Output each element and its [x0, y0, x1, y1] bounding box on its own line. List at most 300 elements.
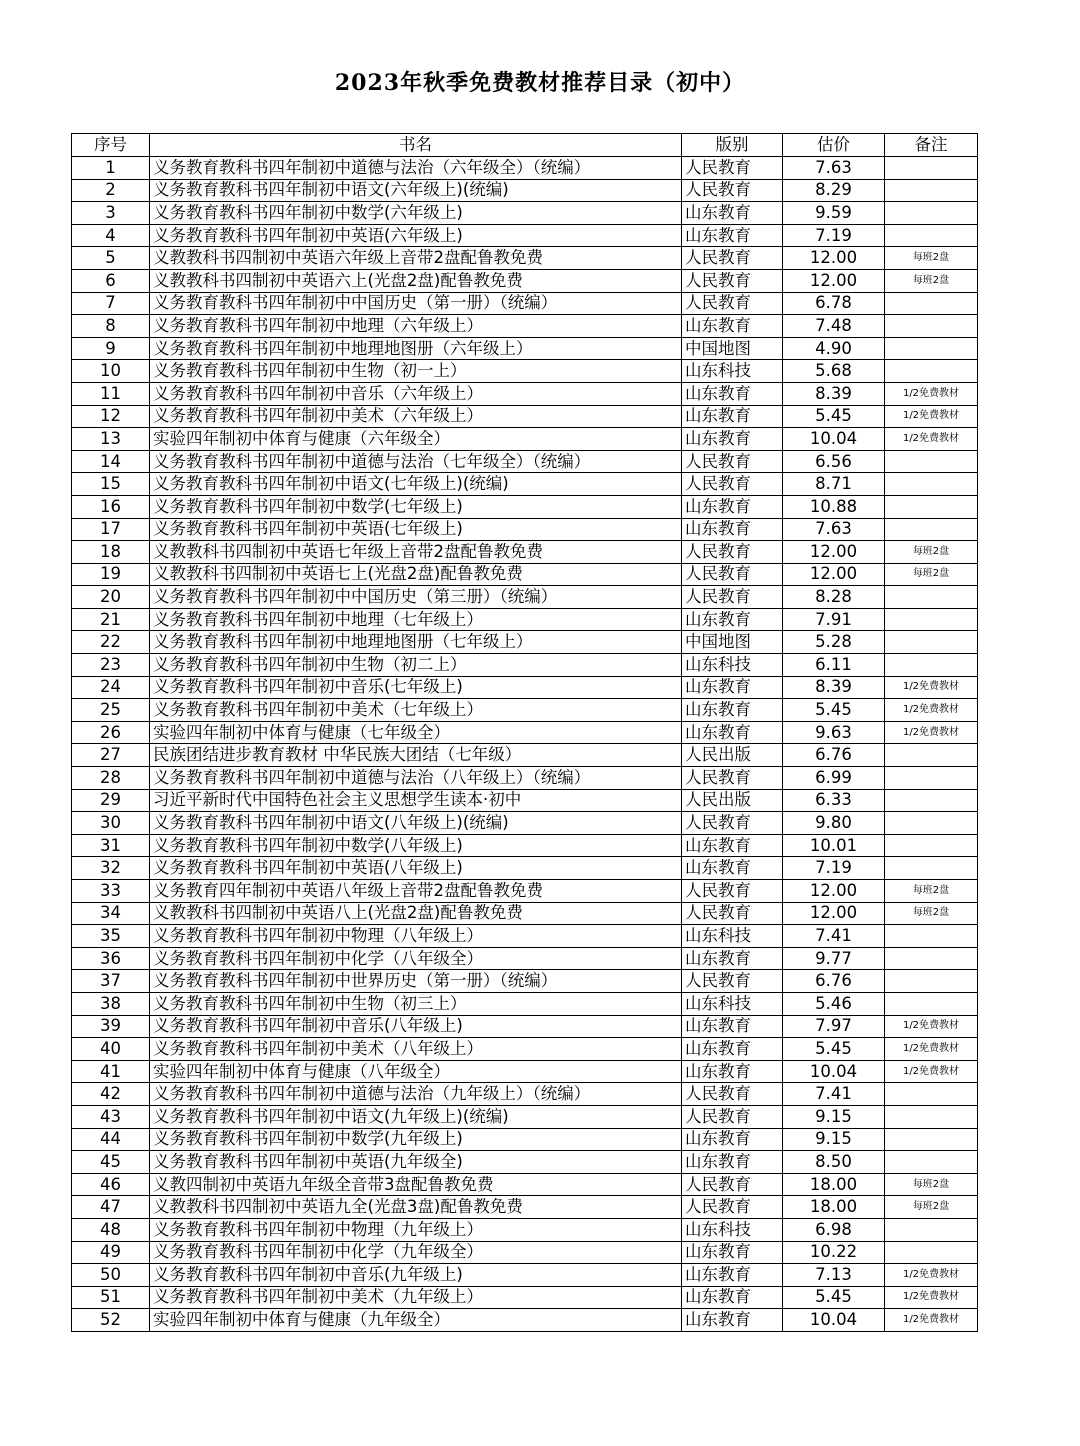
- cell-no: 14: [72, 450, 150, 473]
- cell-publisher: 人民教育: [682, 767, 783, 790]
- table-row: [72, 721, 978, 744]
- cell-note: 1/2免费教材: [885, 676, 978, 699]
- cell-note: [885, 834, 978, 857]
- cell-name: 义务教育教科书四年制初中音乐(九年级上): [150, 1264, 682, 1287]
- cell-no: 46: [72, 1173, 150, 1196]
- cell-name: 义务教育教科书四年制初中美术（八年级上）: [150, 1038, 682, 1061]
- cell-name: 义务教育教科书四年制初中生物（初一上）: [150, 360, 682, 383]
- table-row: [72, 337, 978, 360]
- cell-price: 12.00: [783, 269, 885, 292]
- cell-name: 义务教育教科书四年制初中语文(八年级上)(统编): [150, 812, 682, 835]
- table-body: [72, 157, 978, 1332]
- cell-note: [885, 518, 978, 541]
- table-row: [72, 812, 978, 835]
- cell-no: 45: [72, 1151, 150, 1174]
- cell-note: [885, 608, 978, 631]
- cell-note: 1/2免费教材: [885, 1264, 978, 1287]
- cell-no: 51: [72, 1286, 150, 1309]
- table-row: [72, 292, 978, 315]
- cell-name: 实验四年制初中体育与健康（八年级全）: [150, 1060, 682, 1083]
- table-row: [72, 405, 978, 428]
- cell-note: [885, 789, 978, 812]
- cell-publisher: 人民教育: [682, 179, 783, 202]
- table-row: [72, 360, 978, 383]
- cell-note: [885, 857, 978, 880]
- cell-price: 5.45: [783, 405, 885, 428]
- cell-name: 实验四年制初中体育与健康（六年级全）: [150, 428, 682, 451]
- cell-name: 民族团结进步教育教材 中华民族大团结（七年级）: [150, 744, 682, 767]
- cell-price: 12.00: [783, 902, 885, 925]
- cell-publisher: 人民教育: [682, 247, 783, 270]
- cell-name: 义务教育教科书四年制初中语文(七年级上)(统编): [150, 473, 682, 496]
- table-row: [72, 1173, 978, 1196]
- cell-price: 8.39: [783, 676, 885, 699]
- cell-no: 3: [72, 202, 150, 225]
- cell-publisher: 山东教育: [682, 1286, 783, 1309]
- cell-no: 26: [72, 721, 150, 744]
- cell-no: 38: [72, 992, 150, 1015]
- cell-price: 6.99: [783, 767, 885, 790]
- cell-no: 32: [72, 857, 150, 880]
- cell-price: 5.68: [783, 360, 885, 383]
- cell-price: 7.63: [783, 157, 885, 180]
- cell-note: 1/2免费教材: [885, 428, 978, 451]
- table-row: [72, 428, 978, 451]
- cell-no: 5: [72, 247, 150, 270]
- cell-note: 每班2盘: [885, 269, 978, 292]
- cell-price: 9.15: [783, 1105, 885, 1128]
- cell-note: 1/2免费教材: [885, 1038, 978, 1061]
- cell-note: [885, 157, 978, 180]
- cell-publisher: 山东教育: [682, 608, 783, 631]
- cell-publisher: 山东科技: [682, 654, 783, 677]
- cell-publisher: 山东教育: [682, 1128, 783, 1151]
- table-row: [72, 518, 978, 541]
- cell-note: [885, 292, 978, 315]
- cell-name: 义务教育教科书四年制初中世界历史（第一册）（统编）: [150, 970, 682, 993]
- table-row: [72, 676, 978, 699]
- table-row: [72, 902, 978, 925]
- cell-publisher: 人民教育: [682, 1083, 783, 1106]
- page-title: 2023年秋季免费教材推荐目录（初中）: [334, 70, 746, 96]
- cell-no: 40: [72, 1038, 150, 1061]
- cell-name: 义务教育教科书四年制初中数学(六年级上): [150, 202, 682, 225]
- cell-no: 17: [72, 518, 150, 541]
- table-row: [72, 857, 978, 880]
- cell-name: 义务教育教科书四年制初中中国历史（第一册）（统编）: [150, 292, 682, 315]
- header-price: 估价: [783, 134, 885, 157]
- cell-price: 6.76: [783, 970, 885, 993]
- cell-price: 8.29: [783, 179, 885, 202]
- cell-note: [885, 450, 978, 473]
- cell-publisher: 山东教育: [682, 382, 783, 405]
- cell-publisher: 山东科技: [682, 992, 783, 1015]
- cell-price: 4.90: [783, 337, 885, 360]
- cell-price: 6.98: [783, 1218, 885, 1241]
- cell-note: 1/2免费教材: [885, 405, 978, 428]
- cell-price: 6.11: [783, 654, 885, 677]
- cell-note: [885, 337, 978, 360]
- cell-publisher: 人民教育: [682, 880, 783, 903]
- table-row: [72, 970, 978, 993]
- table-row: [72, 202, 978, 225]
- cell-no: 15: [72, 473, 150, 496]
- cell-no: 48: [72, 1218, 150, 1241]
- cell-name: 义务教育教科书四年制初中道德与法治（六年级全）（统编）: [150, 157, 682, 180]
- cell-no: 20: [72, 586, 150, 609]
- cell-publisher: 人民教育: [682, 902, 783, 925]
- table-row: [72, 224, 978, 247]
- cell-note: 每班2盘: [885, 247, 978, 270]
- cell-name: 实验四年制初中体育与健康（七年级全）: [150, 721, 682, 744]
- cell-publisher: 人民教育: [682, 1173, 783, 1196]
- cell-publisher: 山东教育: [682, 315, 783, 338]
- cell-note: [885, 1105, 978, 1128]
- cell-name: 义务教育教科书四年制初中音乐(八年级上): [150, 1015, 682, 1038]
- cell-price: 6.33: [783, 789, 885, 812]
- cell-publisher: 山东教育: [682, 676, 783, 699]
- table-row: [72, 495, 978, 518]
- cell-note: [885, 1128, 978, 1151]
- cell-price: 7.97: [783, 1015, 885, 1038]
- cell-note: [885, 812, 978, 835]
- cell-price: 7.48: [783, 315, 885, 338]
- table-header-row: [72, 134, 978, 157]
- table-row: [72, 450, 978, 473]
- cell-price: 6.78: [783, 292, 885, 315]
- cell-no: 42: [72, 1083, 150, 1106]
- cell-note: 每班2盘: [885, 902, 978, 925]
- cell-publisher: 人民教育: [682, 563, 783, 586]
- header-publisher: 版别: [682, 134, 783, 157]
- cell-name: 义务教育教科书四年制初中道德与法治（九年级上）（统编）: [150, 1083, 682, 1106]
- cell-no: 9: [72, 337, 150, 360]
- cell-note: 每班2盘: [885, 880, 978, 903]
- cell-no: 7: [72, 292, 150, 315]
- cell-publisher: 山东科技: [682, 1218, 783, 1241]
- cell-name: 义务教育教科书四年制初中音乐（六年级上）: [150, 382, 682, 405]
- cell-publisher: 人民教育: [682, 292, 783, 315]
- cell-name: 义务教育教科书四年制初中地理地图册（七年级上）: [150, 631, 682, 654]
- table-row: [72, 1286, 978, 1309]
- cell-no: 36: [72, 947, 150, 970]
- cell-publisher: 山东教育: [682, 1060, 783, 1083]
- cell-price: 12.00: [783, 563, 885, 586]
- cell-publisher: 山东教育: [682, 1151, 783, 1174]
- table-row: [72, 608, 978, 631]
- table-row: [72, 586, 978, 609]
- cell-note: 1/2免费教材: [885, 1060, 978, 1083]
- cell-publisher: 山东教育: [682, 721, 783, 744]
- cell-note: 每班2盘: [885, 1196, 978, 1219]
- cell-name: 义务教育教科书四年制初中数学(九年级上): [150, 1128, 682, 1151]
- cell-publisher: 山东教育: [682, 834, 783, 857]
- cell-note: [885, 767, 978, 790]
- cell-publisher: 山东教育: [682, 202, 783, 225]
- cell-price: 10.01: [783, 834, 885, 857]
- cell-no: 43: [72, 1105, 150, 1128]
- cell-note: 每班2盘: [885, 1173, 978, 1196]
- cell-note: 1/2免费教材: [885, 1309, 978, 1332]
- cell-name: 义务教育教科书四年制初中语文(六年级上)(统编): [150, 179, 682, 202]
- cell-price: 5.45: [783, 699, 885, 722]
- cell-name: 义务教育教科书四年制初中生物（初三上）: [150, 992, 682, 1015]
- table-row: [72, 1060, 978, 1083]
- cell-price: 9.77: [783, 947, 885, 970]
- cell-price: 5.46: [783, 992, 885, 1015]
- cell-price: 10.22: [783, 1241, 885, 1264]
- cell-name: 义务教育教科书四年制初中语文(九年级上)(统编): [150, 1105, 682, 1128]
- cell-no: 1: [72, 157, 150, 180]
- table-row: [72, 834, 978, 857]
- cell-publisher: 人民教育: [682, 269, 783, 292]
- cell-publisher: 山东教育: [682, 1264, 783, 1287]
- cell-name: 义务教育教科书四年制初中化学（九年级全）: [150, 1241, 682, 1264]
- table-row: [72, 925, 978, 948]
- cell-name: 义务教育教科书四年制初中生物（初二上）: [150, 654, 682, 677]
- table-row: [72, 563, 978, 586]
- table-row: [72, 789, 978, 812]
- cell-no: 4: [72, 224, 150, 247]
- cell-note: [885, 1151, 978, 1174]
- cell-publisher: 人民教育: [682, 812, 783, 835]
- table-row: [72, 767, 978, 790]
- cell-name: 义务教育教科书四年制初中地理地图册（六年级上）: [150, 337, 682, 360]
- cell-no: 37: [72, 970, 150, 993]
- cell-publisher: 人民教育: [682, 450, 783, 473]
- cell-note: [885, 1083, 978, 1106]
- cell-no: 2: [72, 179, 150, 202]
- table-row: [72, 247, 978, 270]
- table-row: [72, 1015, 978, 1038]
- cell-publisher: 山东教育: [682, 1015, 783, 1038]
- table-row: [72, 179, 978, 202]
- cell-no: 18: [72, 541, 150, 564]
- cell-note: [885, 1241, 978, 1264]
- cell-note: [885, 315, 978, 338]
- cell-note: 1/2免费教材: [885, 382, 978, 405]
- cell-publisher: 人民出版: [682, 744, 783, 767]
- cell-note: [885, 654, 978, 677]
- cell-no: 35: [72, 925, 150, 948]
- cell-no: 12: [72, 405, 150, 428]
- cell-publisher: 人民教育: [682, 157, 783, 180]
- cell-name: 义务教育教科书四年制初中英语(六年级上): [150, 224, 682, 247]
- table-row: [72, 947, 978, 970]
- cell-publisher: 人民教育: [682, 586, 783, 609]
- cell-publisher: 人民教育: [682, 1105, 783, 1128]
- cell-price: 5.45: [783, 1038, 885, 1061]
- cell-price: 6.56: [783, 450, 885, 473]
- cell-no: 39: [72, 1015, 150, 1038]
- cell-publisher: 山东科技: [682, 360, 783, 383]
- table-row: [72, 541, 978, 564]
- cell-publisher: 人民教育: [682, 1196, 783, 1219]
- cell-no: 49: [72, 1241, 150, 1264]
- table-row: [72, 654, 978, 677]
- cell-price: 7.19: [783, 857, 885, 880]
- cell-price: 10.88: [783, 495, 885, 518]
- cell-no: 25: [72, 699, 150, 722]
- cell-publisher: 中国地图: [682, 337, 783, 360]
- cell-note: [885, 631, 978, 654]
- cell-publisher: 山东教育: [682, 405, 783, 428]
- cell-name: 义教四制初中英语九年级全音带3盘配鲁教免费: [150, 1173, 682, 1196]
- cell-price: 18.00: [783, 1173, 885, 1196]
- cell-price: 10.04: [783, 1309, 885, 1332]
- cell-no: 44: [72, 1128, 150, 1151]
- cell-no: 34: [72, 902, 150, 925]
- cell-name: 义务教育教科书四年制初中美术（六年级上）: [150, 405, 682, 428]
- cell-name: 习近平新时代中国特色社会主义思想学生读本·初中: [150, 789, 682, 812]
- table-row: [72, 1151, 978, 1174]
- cell-no: 27: [72, 744, 150, 767]
- cell-no: 41: [72, 1060, 150, 1083]
- cell-name: 义务教育教科书四年制初中英语(九年级全): [150, 1151, 682, 1174]
- cell-name: 义教教科书四制初中英语八上(光盘2盘)配鲁教免费: [150, 902, 682, 925]
- cell-name: 义务教育教科书四年制初中地理（七年级上）: [150, 608, 682, 631]
- table-row: [72, 880, 978, 903]
- cell-no: 6: [72, 269, 150, 292]
- cell-name: 实验四年制初中体育与健康（九年级全）: [150, 1309, 682, 1332]
- cell-no: 19: [72, 563, 150, 586]
- cell-name: 义务教育教科书四年制初中地理（六年级上）: [150, 315, 682, 338]
- table-row: [72, 1241, 978, 1264]
- cell-no: 50: [72, 1264, 150, 1287]
- cell-publisher: 山东教育: [682, 1309, 783, 1332]
- table-row: [72, 315, 978, 338]
- cell-name: 义务教育教科书四年制初中化学（八年级全）: [150, 947, 682, 970]
- cell-note: 1/2免费教材: [885, 699, 978, 722]
- cell-no: 10: [72, 360, 150, 383]
- table-row: [72, 1309, 978, 1332]
- table-row: [72, 157, 978, 180]
- cell-publisher: 山东教育: [682, 1038, 783, 1061]
- cell-publisher: 山东教育: [682, 699, 783, 722]
- table-row: [72, 631, 978, 654]
- cell-name: 义教教科书四制初中英语六上(光盘2盘)配鲁教免费: [150, 269, 682, 292]
- cell-name: 义务教育教科书四年制初中数学(七年级上): [150, 495, 682, 518]
- cell-note: 1/2免费教材: [885, 721, 978, 744]
- cell-note: [885, 925, 978, 948]
- cell-price: 8.28: [783, 586, 885, 609]
- cell-name: 义务教育教科书四年制初中道德与法治（七年级全）（统编）: [150, 450, 682, 473]
- cell-note: [885, 224, 978, 247]
- cell-no: 47: [72, 1196, 150, 1219]
- cell-name: 义务教育教科书四年制初中音乐(七年级上): [150, 676, 682, 699]
- table-row: [72, 269, 978, 292]
- cell-price: 9.63: [783, 721, 885, 744]
- cell-name: 义教教科书四制初中英语七上(光盘2盘)配鲁教免费: [150, 563, 682, 586]
- cell-price: 5.45: [783, 1286, 885, 1309]
- cell-note: 每班2盘: [885, 541, 978, 564]
- header-no: 序号: [72, 134, 150, 157]
- cell-price: 5.28: [783, 631, 885, 654]
- cell-no: 16: [72, 495, 150, 518]
- cell-no: 28: [72, 767, 150, 790]
- cell-name: 义务教育教科书四年制初中美术（九年级上）: [150, 1286, 682, 1309]
- cell-publisher: 山东教育: [682, 518, 783, 541]
- table-row: [72, 1105, 978, 1128]
- cell-no: 33: [72, 880, 150, 903]
- table-row: [72, 1218, 978, 1241]
- textbook-table: [71, 133, 978, 1332]
- cell-publisher: 山东教育: [682, 224, 783, 247]
- cell-publisher: 人民教育: [682, 970, 783, 993]
- cell-price: 9.59: [783, 202, 885, 225]
- cell-price: 7.41: [783, 925, 885, 948]
- cell-note: [885, 202, 978, 225]
- cell-no: 24: [72, 676, 150, 699]
- table-row: [72, 744, 978, 767]
- table-row: [72, 1128, 978, 1151]
- cell-price: 10.04: [783, 1060, 885, 1083]
- cell-price: 7.41: [783, 1083, 885, 1106]
- cell-name: 义务教育教科书四年制初中中国历史（第三册）（统编）: [150, 586, 682, 609]
- cell-publisher: 山东教育: [682, 947, 783, 970]
- cell-price: 9.80: [783, 812, 885, 835]
- cell-publisher: 山东科技: [682, 925, 783, 948]
- cell-note: [885, 586, 978, 609]
- header-name: 书名: [150, 134, 682, 157]
- cell-price: 10.04: [783, 428, 885, 451]
- cell-no: 21: [72, 608, 150, 631]
- cell-publisher: 山东教育: [682, 857, 783, 880]
- cell-name: 义务教育教科书四年制初中道德与法治（八年级上）（统编）: [150, 767, 682, 790]
- cell-name: 义务教育教科书四年制初中数学(八年级上): [150, 834, 682, 857]
- table-row: [72, 1196, 978, 1219]
- cell-name: 义务教育教科书四年制初中英语(七年级上): [150, 518, 682, 541]
- cell-price: 6.76: [783, 744, 885, 767]
- cell-publisher: 人民出版: [682, 789, 783, 812]
- cell-note: [885, 473, 978, 496]
- cell-note: [885, 970, 978, 993]
- table-row: [72, 1083, 978, 1106]
- cell-note: [885, 179, 978, 202]
- cell-publisher: 山东教育: [682, 428, 783, 451]
- cell-price: 8.71: [783, 473, 885, 496]
- cell-price: 12.00: [783, 541, 885, 564]
- cell-note: [885, 1218, 978, 1241]
- table-row: [72, 1264, 978, 1287]
- cell-note: 1/2免费教材: [885, 1015, 978, 1038]
- cell-note: [885, 992, 978, 1015]
- cell-name: 义教教科书四制初中英语七年级上音带2盘配鲁教免费: [150, 541, 682, 564]
- cell-note: [885, 744, 978, 767]
- table-row: [72, 1038, 978, 1061]
- cell-price: 8.39: [783, 382, 885, 405]
- cell-no: 11: [72, 382, 150, 405]
- cell-price: 7.63: [783, 518, 885, 541]
- cell-name: 义务教育教科书四年制初中美术（七年级上）: [150, 699, 682, 722]
- cell-name: 义教教科书四制初中英语六年级上音带2盘配鲁教免费: [150, 247, 682, 270]
- cell-no: 52: [72, 1309, 150, 1332]
- cell-publisher: 中国地图: [682, 631, 783, 654]
- cell-note: [885, 360, 978, 383]
- cell-no: 31: [72, 834, 150, 857]
- cell-price: 7.19: [783, 224, 885, 247]
- cell-note: [885, 495, 978, 518]
- cell-name: 义务教育教科书四年制初中物理（九年级上）: [150, 1218, 682, 1241]
- cell-publisher: 人民教育: [682, 541, 783, 564]
- cell-no: 23: [72, 654, 150, 677]
- cell-note: [885, 947, 978, 970]
- header-note: 备注: [885, 134, 978, 157]
- table-row: [72, 699, 978, 722]
- cell-no: 22: [72, 631, 150, 654]
- cell-price: 12.00: [783, 247, 885, 270]
- cell-no: 13: [72, 428, 150, 451]
